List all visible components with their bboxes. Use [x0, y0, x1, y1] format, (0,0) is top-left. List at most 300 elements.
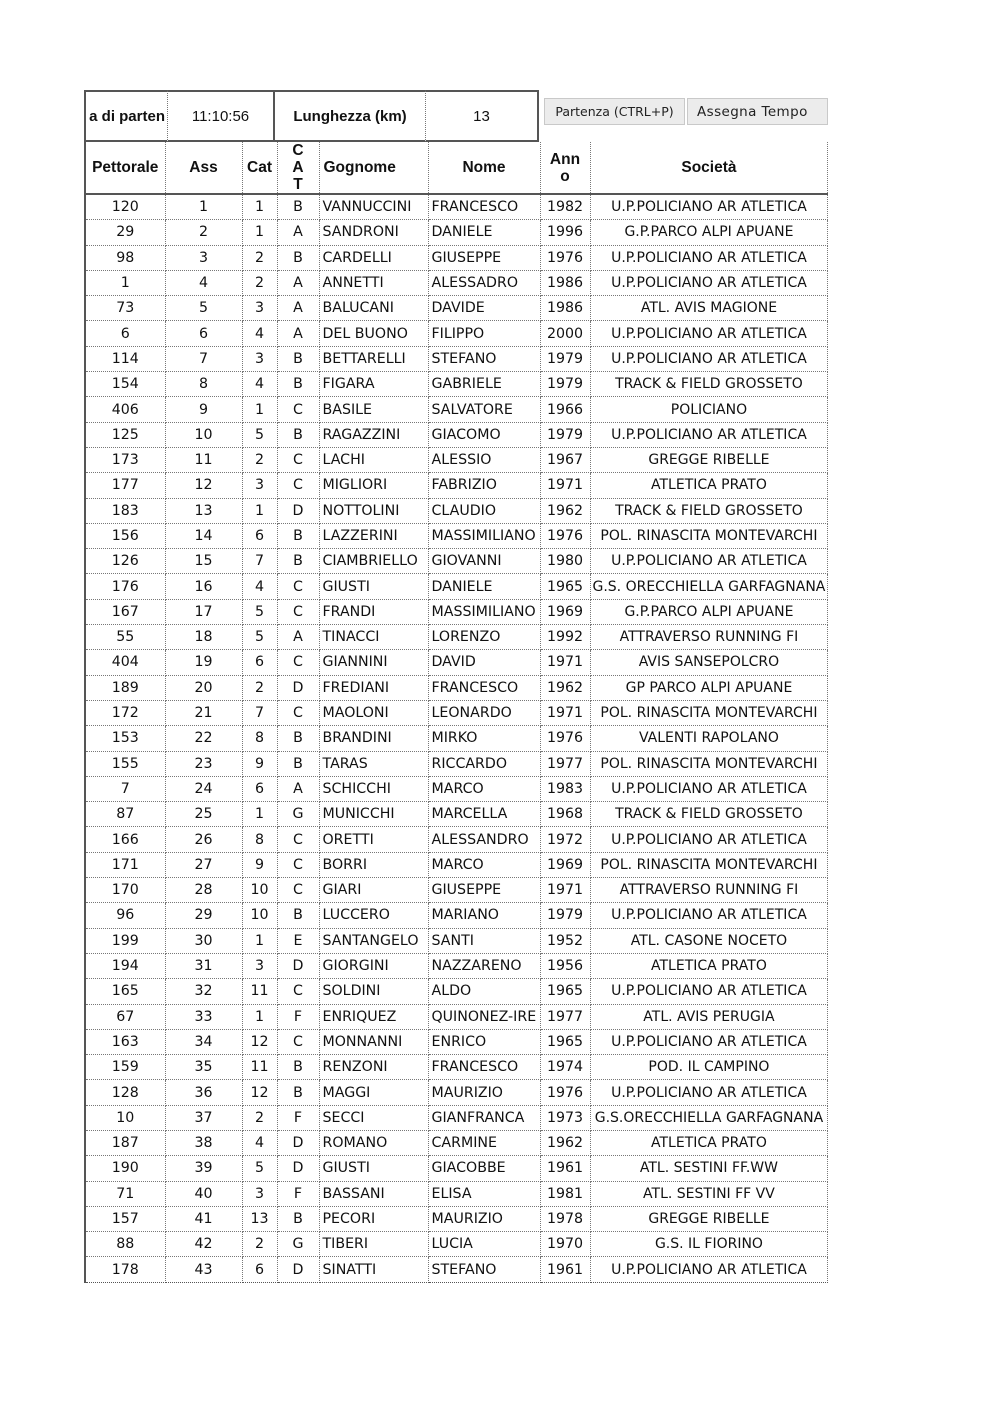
- cell-nome[interactable]: DAVID: [428, 650, 540, 675]
- cell-cognome[interactable]: TIBERI: [319, 1232, 428, 1257]
- cell-cat[interactable]: 4: [242, 321, 277, 346]
- cell-cat2[interactable]: C: [277, 700, 319, 725]
- cell-societa[interactable]: GREGGE RIBELLE: [590, 1206, 828, 1231]
- cell-cat2[interactable]: G: [277, 1232, 319, 1257]
- cell-societa[interactable]: U.P.POLICIANO AR ATLETICA: [590, 422, 828, 447]
- cell-cognome[interactable]: SANDRONI: [319, 220, 428, 245]
- cell-anno[interactable]: 1962: [540, 675, 590, 700]
- cell-cat[interactable]: 10: [242, 903, 277, 928]
- cell-cat[interactable]: 2: [242, 447, 277, 472]
- cell-nome[interactable]: FRANCESCO: [428, 1055, 540, 1080]
- cell-anno[interactable]: 1952: [540, 928, 590, 953]
- cell-cat2[interactable]: B: [277, 751, 319, 776]
- cell-ass[interactable]: 2: [165, 220, 242, 245]
- cell-cat2[interactable]: D: [277, 675, 319, 700]
- cell-ass[interactable]: 39: [165, 1156, 242, 1181]
- cell-cat[interactable]: 5: [242, 422, 277, 447]
- cell-cognome[interactable]: PECORI: [319, 1206, 428, 1231]
- cell-pettorale[interactable]: 171: [85, 852, 165, 877]
- cell-nome[interactable]: NAZZARENO: [428, 953, 540, 978]
- cell-pettorale[interactable]: 10: [85, 1105, 165, 1130]
- cell-nome[interactable]: CARMINE: [428, 1130, 540, 1155]
- cell-pettorale[interactable]: 155: [85, 751, 165, 776]
- cell-pettorale[interactable]: 6: [85, 321, 165, 346]
- cell-nome[interactable]: FRANCESCO: [428, 194, 540, 220]
- cell-cognome[interactable]: GIUSTI: [319, 1156, 428, 1181]
- cell-societa[interactable]: POL. RINASCITA MONTEVARCHI: [590, 700, 828, 725]
- cell-cat[interactable]: 4: [242, 372, 277, 397]
- cell-cognome[interactable]: TINACCI: [319, 625, 428, 650]
- cell-nome[interactable]: GIOVANNI: [428, 549, 540, 574]
- col-header-cat[interactable]: Cat: [242, 142, 277, 194]
- cell-ass[interactable]: 20: [165, 675, 242, 700]
- cell-cat[interactable]: 13: [242, 1206, 277, 1231]
- cell-cat2[interactable]: A: [277, 270, 319, 295]
- cell-pettorale[interactable]: 71: [85, 1181, 165, 1206]
- cell-cat2[interactable]: B: [277, 1055, 319, 1080]
- cell-cognome[interactable]: GIANNINI: [319, 650, 428, 675]
- cell-cat2[interactable]: C: [277, 574, 319, 599]
- cell-pettorale[interactable]: 166: [85, 827, 165, 852]
- cell-pettorale[interactable]: 98: [85, 245, 165, 270]
- cell-ass[interactable]: 7: [165, 346, 242, 371]
- cell-pettorale[interactable]: 199: [85, 928, 165, 953]
- cell-ass[interactable]: 29: [165, 903, 242, 928]
- cell-ass[interactable]: 28: [165, 878, 242, 903]
- cell-societa[interactable]: U.P.POLICIANO AR ATLETICA: [590, 903, 828, 928]
- cell-cat2[interactable]: B: [277, 523, 319, 548]
- cell-societa[interactable]: POL. RINASCITA MONTEVARCHI: [590, 751, 828, 776]
- cell-cat[interactable]: 3: [242, 296, 277, 321]
- cell-cognome[interactable]: SANTANGELO: [319, 928, 428, 953]
- cell-ass[interactable]: 11: [165, 447, 242, 472]
- cell-societa[interactable]: G.P.PARCO ALPI APUANE: [590, 220, 828, 245]
- col-header-pettorale[interactable]: Pettorale: [85, 142, 165, 194]
- col-header-societa[interactable]: Società: [590, 142, 828, 194]
- col-header-ass[interactable]: Ass: [165, 142, 242, 194]
- cell-cat2[interactable]: B: [277, 726, 319, 751]
- cell-pettorale[interactable]: 170: [85, 878, 165, 903]
- cell-nome[interactable]: RICCARDO: [428, 751, 540, 776]
- cell-cat2[interactable]: D: [277, 498, 319, 523]
- cell-cat[interactable]: 3: [242, 1181, 277, 1206]
- cell-anno[interactable]: 1973: [540, 1105, 590, 1130]
- cell-societa[interactable]: U.P.POLICIANO AR ATLETICA: [590, 979, 828, 1004]
- cell-cognome[interactable]: ENRIQUEZ: [319, 1004, 428, 1029]
- cell-cognome[interactable]: MIGLIORI: [319, 473, 428, 498]
- cell-cat[interactable]: 3: [242, 473, 277, 498]
- cell-anno[interactable]: 1965: [540, 574, 590, 599]
- cell-pettorale[interactable]: 173: [85, 447, 165, 472]
- cell-cat[interactable]: 12: [242, 1029, 277, 1054]
- cell-cat2[interactable]: C: [277, 397, 319, 422]
- cell-societa[interactable]: G.S.ORECCHIELLA GARFAGNANA: [590, 1105, 828, 1130]
- cell-nome[interactable]: MAURIZIO: [428, 1080, 540, 1105]
- cell-societa[interactable]: ATLETICA PRATO: [590, 1130, 828, 1155]
- cell-ass[interactable]: 31: [165, 953, 242, 978]
- cell-cat[interactable]: 1: [242, 397, 277, 422]
- cell-anno[interactable]: 1961: [540, 1257, 590, 1282]
- cell-pettorale[interactable]: 177: [85, 473, 165, 498]
- cell-ass[interactable]: 43: [165, 1257, 242, 1282]
- cell-societa[interactable]: GREGGE RIBELLE: [590, 447, 828, 472]
- cell-pettorale[interactable]: 120: [85, 194, 165, 220]
- cell-cognome[interactable]: RENZONI: [319, 1055, 428, 1080]
- cell-nome[interactable]: SANTI: [428, 928, 540, 953]
- cell-cat2[interactable]: A: [277, 321, 319, 346]
- cell-cat[interactable]: 2: [242, 270, 277, 295]
- cell-ass[interactable]: 33: [165, 1004, 242, 1029]
- cell-nome[interactable]: MASSIMILIANO: [428, 599, 540, 624]
- cell-societa[interactable]: G.S. ORECCHIELLA GARFAGNANA: [590, 574, 828, 599]
- cell-nome[interactable]: MARCO: [428, 852, 540, 877]
- cell-cat[interactable]: 9: [242, 751, 277, 776]
- cell-anno[interactable]: 1978: [540, 1206, 590, 1231]
- cell-anno[interactable]: 2000: [540, 321, 590, 346]
- cell-nome[interactable]: MARCO: [428, 776, 540, 801]
- cell-ass[interactable]: 1: [165, 194, 242, 220]
- cell-cognome[interactable]: LAZZERINI: [319, 523, 428, 548]
- cell-pettorale[interactable]: 163: [85, 1029, 165, 1054]
- cell-anno[interactable]: 1974: [540, 1055, 590, 1080]
- cell-nome[interactable]: ENRICO: [428, 1029, 540, 1054]
- cell-ass[interactable]: 22: [165, 726, 242, 751]
- cell-cat2[interactable]: C: [277, 979, 319, 1004]
- cell-pettorale[interactable]: 167: [85, 599, 165, 624]
- cell-cat[interactable]: 8: [242, 827, 277, 852]
- cell-ass[interactable]: 17: [165, 599, 242, 624]
- cell-cognome[interactable]: ROMANO: [319, 1130, 428, 1155]
- cell-cat[interactable]: 1: [242, 802, 277, 827]
- cell-pettorale[interactable]: 55: [85, 625, 165, 650]
- cell-cat[interactable]: 1: [242, 1004, 277, 1029]
- cell-cat[interactable]: 1: [242, 498, 277, 523]
- cell-ass[interactable]: 34: [165, 1029, 242, 1054]
- partenza-button[interactable]: Partenza (CTRL+P): [544, 98, 685, 125]
- cell-cat2[interactable]: C: [277, 852, 319, 877]
- cell-societa[interactable]: U.P.POLICIANO AR ATLETICA: [590, 776, 828, 801]
- cell-cognome[interactable]: SCHICCHI: [319, 776, 428, 801]
- cell-pettorale[interactable]: 157: [85, 1206, 165, 1231]
- cell-nome[interactable]: FILIPPO: [428, 321, 540, 346]
- cell-societa[interactable]: VALENTI RAPOLANO: [590, 726, 828, 751]
- cell-cat2[interactable]: C: [277, 827, 319, 852]
- cell-pettorale[interactable]: 172: [85, 700, 165, 725]
- cell-nome[interactable]: GIUSEPPE: [428, 878, 540, 903]
- cell-pettorale[interactable]: 29: [85, 220, 165, 245]
- cell-anno[interactable]: 1979: [540, 422, 590, 447]
- cell-anno[interactable]: 1977: [540, 1004, 590, 1029]
- cell-nome[interactable]: MIRKO: [428, 726, 540, 751]
- cell-anno[interactable]: 1972: [540, 827, 590, 852]
- cell-cat2[interactable]: D: [277, 1257, 319, 1282]
- cell-cognome[interactable]: BETTARELLI: [319, 346, 428, 371]
- cell-societa[interactable]: U.P.POLICIANO AR ATLETICA: [590, 549, 828, 574]
- cell-ass[interactable]: 15: [165, 549, 242, 574]
- cell-anno[interactable]: 1982: [540, 194, 590, 220]
- cell-cognome[interactable]: FIGARA: [319, 372, 428, 397]
- cell-societa[interactable]: AVIS SANSEPOLCRO: [590, 650, 828, 675]
- cell-pettorale[interactable]: 406: [85, 397, 165, 422]
- cell-pettorale[interactable]: 176: [85, 574, 165, 599]
- cell-nome[interactable]: ALDO: [428, 979, 540, 1004]
- cell-cat[interactable]: 1: [242, 194, 277, 220]
- cell-cat[interactable]: 5: [242, 625, 277, 650]
- cell-cat[interactable]: 5: [242, 1156, 277, 1181]
- cell-pettorale[interactable]: 114: [85, 346, 165, 371]
- cell-cat[interactable]: 6: [242, 650, 277, 675]
- cell-cat[interactable]: 11: [242, 1055, 277, 1080]
- cell-societa[interactable]: GP PARCO ALPI APUANE: [590, 675, 828, 700]
- cell-cat[interactable]: 1: [242, 220, 277, 245]
- cell-ass[interactable]: 32: [165, 979, 242, 1004]
- cell-pettorale[interactable]: 178: [85, 1257, 165, 1282]
- cell-cat2[interactable]: B: [277, 1080, 319, 1105]
- cell-cat[interactable]: 2: [242, 245, 277, 270]
- cell-ass[interactable]: 40: [165, 1181, 242, 1206]
- cell-nome[interactable]: MARCELLA: [428, 802, 540, 827]
- cell-societa[interactable]: U.P.POLICIANO AR ATLETICA: [590, 346, 828, 371]
- cell-cat2[interactable]: B: [277, 372, 319, 397]
- cell-societa[interactable]: TRACK & FIELD GROSSETO: [590, 498, 828, 523]
- cell-cognome[interactable]: FRANDI: [319, 599, 428, 624]
- cell-anno[interactable]: 1969: [540, 852, 590, 877]
- cell-cognome[interactable]: GIUSTI: [319, 574, 428, 599]
- cell-nome[interactable]: MASSIMILIANO: [428, 523, 540, 548]
- cell-cat2[interactable]: B: [277, 903, 319, 928]
- cell-cat2[interactable]: B: [277, 346, 319, 371]
- cell-anno[interactable]: 1983: [540, 776, 590, 801]
- cell-cognome[interactable]: ANNETTI: [319, 270, 428, 295]
- cell-societa[interactable]: G.P.PARCO ALPI APUANE: [590, 599, 828, 624]
- cell-anno[interactable]: 1965: [540, 979, 590, 1004]
- cell-anno[interactable]: 1971: [540, 878, 590, 903]
- cell-cat[interactable]: 12: [242, 1080, 277, 1105]
- cell-nome[interactable]: ELISA: [428, 1181, 540, 1206]
- cell-nome[interactable]: FABRIZIO: [428, 473, 540, 498]
- cell-societa[interactable]: U.P.POLICIANO AR ATLETICA: [590, 194, 828, 220]
- cell-pettorale[interactable]: 67: [85, 1004, 165, 1029]
- cell-societa[interactable]: ATL. CASONE NOCETO: [590, 928, 828, 953]
- cell-ass[interactable]: 37: [165, 1105, 242, 1130]
- cell-cat[interactable]: 3: [242, 346, 277, 371]
- cell-pettorale[interactable]: 128: [85, 1080, 165, 1105]
- cell-pettorale[interactable]: 187: [85, 1130, 165, 1155]
- cell-cognome[interactable]: SECCI: [319, 1105, 428, 1130]
- cell-ass[interactable]: 3: [165, 245, 242, 270]
- cell-anno[interactable]: 1979: [540, 903, 590, 928]
- cell-cat2[interactable]: C: [277, 1029, 319, 1054]
- cell-pettorale[interactable]: 183: [85, 498, 165, 523]
- cell-cognome[interactable]: CARDELLI: [319, 245, 428, 270]
- cell-ass[interactable]: 19: [165, 650, 242, 675]
- cell-cognome[interactable]: SINATTI: [319, 1257, 428, 1282]
- cell-nome[interactable]: FRANCESCO: [428, 675, 540, 700]
- cell-cat2[interactable]: F: [277, 1181, 319, 1206]
- cell-cognome[interactable]: BRANDINI: [319, 726, 428, 751]
- cell-ass[interactable]: 21: [165, 700, 242, 725]
- cell-nome[interactable]: DAVIDE: [428, 296, 540, 321]
- cell-cognome[interactable]: GIORGINI: [319, 953, 428, 978]
- cell-nome[interactable]: ALESSIO: [428, 447, 540, 472]
- cell-anno[interactable]: 1986: [540, 270, 590, 295]
- cell-cognome[interactable]: BORRI: [319, 852, 428, 877]
- col-header-cognome[interactable]: Gognome: [319, 142, 428, 194]
- col-header-anno[interactable]: [540, 142, 590, 194]
- cell-societa[interactable]: U.P.POLICIANO AR ATLETICA: [590, 321, 828, 346]
- cell-nome[interactable]: STEFANO: [428, 346, 540, 371]
- cell-nome[interactable]: SALVATORE: [428, 397, 540, 422]
- col-header-cat2[interactable]: [277, 142, 319, 194]
- cell-cat2[interactable]: C: [277, 447, 319, 472]
- cell-anno[interactable]: 1979: [540, 372, 590, 397]
- cell-cat[interactable]: 5: [242, 599, 277, 624]
- cell-cat2[interactable]: D: [277, 1130, 319, 1155]
- cell-cognome[interactable]: MUNICCHI: [319, 802, 428, 827]
- cell-nome[interactable]: DANIELE: [428, 574, 540, 599]
- cell-ass[interactable]: 5: [165, 296, 242, 321]
- cell-ass[interactable]: 8: [165, 372, 242, 397]
- cell-societa[interactable]: TRACK & FIELD GROSSETO: [590, 802, 828, 827]
- cell-nome[interactable]: MARIANO: [428, 903, 540, 928]
- cell-anno[interactable]: 1969: [540, 599, 590, 624]
- cell-cat2[interactable]: C: [277, 473, 319, 498]
- cell-cognome[interactable]: BASILE: [319, 397, 428, 422]
- cell-nome[interactable]: GIUSEPPE: [428, 245, 540, 270]
- cell-anno[interactable]: 1962: [540, 1130, 590, 1155]
- cell-societa[interactable]: U.P.POLICIANO AR ATLETICA: [590, 245, 828, 270]
- cell-cat[interactable]: 10: [242, 878, 277, 903]
- cell-anno[interactable]: 1968: [540, 802, 590, 827]
- cell-cat2[interactable]: B: [277, 422, 319, 447]
- cell-societa[interactable]: ATL. AVIS MAGIONE: [590, 296, 828, 321]
- cell-societa[interactable]: ATLETICA PRATO: [590, 953, 828, 978]
- cell-cognome[interactable]: RAGAZZINI: [319, 422, 428, 447]
- cell-anno[interactable]: 1962: [540, 498, 590, 523]
- cell-cat2[interactable]: C: [277, 599, 319, 624]
- cell-societa[interactable]: U.P.POLICIANO AR ATLETICA: [590, 1080, 828, 1105]
- cell-societa[interactable]: U.P.POLICIANO AR ATLETICA: [590, 827, 828, 852]
- cell-ass[interactable]: 24: [165, 776, 242, 801]
- cell-nome[interactable]: LORENZO: [428, 625, 540, 650]
- cell-cognome[interactable]: LUCCERO: [319, 903, 428, 928]
- cell-anno[interactable]: 1977: [540, 751, 590, 776]
- cell-nome[interactable]: GIACOBBE: [428, 1156, 540, 1181]
- cell-anno[interactable]: 1980: [540, 549, 590, 574]
- cell-cat[interactable]: 4: [242, 1130, 277, 1155]
- cell-anno[interactable]: 1971: [540, 473, 590, 498]
- cell-cat2[interactable]: B: [277, 245, 319, 270]
- cell-cat2[interactable]: A: [277, 776, 319, 801]
- cell-ass[interactable]: 10: [165, 422, 242, 447]
- cell-pettorale[interactable]: 73: [85, 296, 165, 321]
- cell-cat[interactable]: 2: [242, 1105, 277, 1130]
- cell-nome[interactable]: DANIELE: [428, 220, 540, 245]
- cell-cat[interactable]: 8: [242, 726, 277, 751]
- cell-cognome[interactable]: DEL BUONO: [319, 321, 428, 346]
- cell-nome[interactable]: QUINONEZ-IRE: [428, 1004, 540, 1029]
- cell-cognome[interactable]: VANNUCCINI: [319, 194, 428, 220]
- cell-cognome[interactable]: MAGGI: [319, 1080, 428, 1105]
- cell-ass[interactable]: 42: [165, 1232, 242, 1257]
- cell-cognome[interactable]: TARAS: [319, 751, 428, 776]
- cell-cat[interactable]: 3: [242, 953, 277, 978]
- cell-anno[interactable]: 1967: [540, 447, 590, 472]
- col-header-nome[interactable]: Nome: [428, 142, 540, 194]
- cell-ass[interactable]: 25: [165, 802, 242, 827]
- cell-nome[interactable]: LEONARDO: [428, 700, 540, 725]
- cell-cat[interactable]: 2: [242, 675, 277, 700]
- cell-nome[interactable]: GABRIELE: [428, 372, 540, 397]
- cell-nome[interactable]: STEFANO: [428, 1257, 540, 1282]
- cell-cat2[interactable]: D: [277, 1156, 319, 1181]
- cell-pettorale[interactable]: 126: [85, 549, 165, 574]
- cell-cat2[interactable]: A: [277, 625, 319, 650]
- cell-ass[interactable]: 41: [165, 1206, 242, 1231]
- cell-pettorale[interactable]: 7: [85, 776, 165, 801]
- cell-cognome[interactable]: FREDIANI: [319, 675, 428, 700]
- cell-ass[interactable]: 13: [165, 498, 242, 523]
- cell-societa[interactable]: POD. IL CAMPINO: [590, 1055, 828, 1080]
- cell-cat2[interactable]: A: [277, 296, 319, 321]
- cell-societa[interactable]: ATL. AVIS PERUGIA: [590, 1004, 828, 1029]
- cell-anno[interactable]: 1986: [540, 296, 590, 321]
- cell-cognome[interactable]: GIARI: [319, 878, 428, 903]
- cell-cat[interactable]: 7: [242, 700, 277, 725]
- cell-cat2[interactable]: B: [277, 1206, 319, 1231]
- cell-nome[interactable]: ALESSADRO: [428, 270, 540, 295]
- cell-cognome[interactable]: MONNANNI: [319, 1029, 428, 1054]
- cell-cognome[interactable]: LACHI: [319, 447, 428, 472]
- cell-anno[interactable]: 1976: [540, 523, 590, 548]
- cell-anno[interactable]: 1976: [540, 1080, 590, 1105]
- cell-pettorale[interactable]: 189: [85, 675, 165, 700]
- cell-ass[interactable]: 38: [165, 1130, 242, 1155]
- cell-societa[interactable]: ATLETICA PRATO: [590, 473, 828, 498]
- cell-anno[interactable]: 1981: [540, 1181, 590, 1206]
- cell-societa[interactable]: POLICIANO: [590, 397, 828, 422]
- cell-societa[interactable]: U.P.POLICIANO AR ATLETICA: [590, 270, 828, 295]
- assegna-tempo-button[interactable]: Assegna Tempo: [687, 98, 828, 125]
- cell-cat2[interactable]: E: [277, 928, 319, 953]
- cell-nome[interactable]: LUCIA: [428, 1232, 540, 1257]
- cell-cat2[interactable]: G: [277, 802, 319, 827]
- cell-cat[interactable]: 6: [242, 1257, 277, 1282]
- cell-societa[interactable]: ATL. SESTINI FF.WW: [590, 1156, 828, 1181]
- cell-cognome[interactable]: ORETTI: [319, 827, 428, 852]
- cell-cat[interactable]: 9: [242, 852, 277, 877]
- cell-ass[interactable]: 16: [165, 574, 242, 599]
- cell-anno[interactable]: 1992: [540, 625, 590, 650]
- cell-cat2[interactable]: B: [277, 194, 319, 220]
- cell-cognome[interactable]: BASSANI: [319, 1181, 428, 1206]
- cell-pettorale[interactable]: 96: [85, 903, 165, 928]
- cell-anno[interactable]: 1961: [540, 1156, 590, 1181]
- cell-anno[interactable]: 1996: [540, 220, 590, 245]
- cell-cognome[interactable]: MAOLONI: [319, 700, 428, 725]
- cell-societa[interactable]: ATTRAVERSO RUNNING FI: [590, 878, 828, 903]
- cell-pettorale[interactable]: 153: [85, 726, 165, 751]
- cell-pettorale[interactable]: 154: [85, 372, 165, 397]
- cell-cat[interactable]: 11: [242, 979, 277, 1004]
- cell-nome[interactable]: MAURIZIO: [428, 1206, 540, 1231]
- cell-cat2[interactable]: C: [277, 878, 319, 903]
- cell-anno[interactable]: 1971: [540, 650, 590, 675]
- cell-anno[interactable]: 1976: [540, 245, 590, 270]
- cell-cat2[interactable]: A: [277, 220, 319, 245]
- cell-anno[interactable]: 1976: [540, 726, 590, 751]
- cell-cat[interactable]: 2: [242, 1232, 277, 1257]
